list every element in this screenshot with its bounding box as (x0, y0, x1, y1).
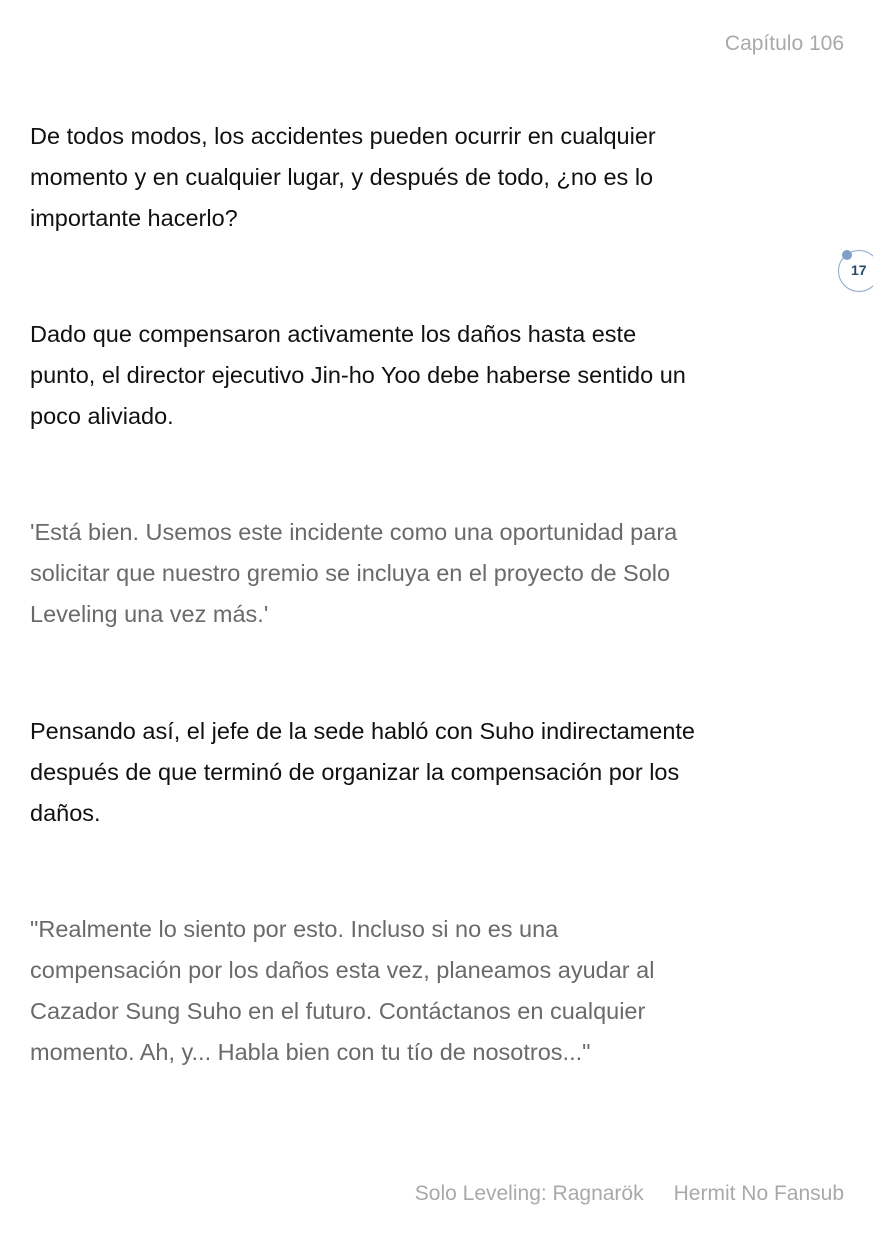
paragraph-1 (30, 116, 860, 239)
paragraph-3 (30, 512, 860, 635)
text-line: importante hacerlo? (30, 205, 238, 231)
text-line: Dado que compensaron activamente los daños hasta este (30, 321, 637, 347)
paragraph-5 (30, 909, 860, 1073)
text-line: De todos modos, los accidentes pueden ocurrir en cualquier (30, 123, 656, 149)
novel-title: Solo Leveling: Ragnarök (414, 1182, 644, 1205)
text-line: "Realmente lo siento por esto. Incluso si no es una (30, 916, 559, 942)
chapter-title: Capítulo 106 (724, 32, 844, 55)
text-line: daños. (30, 800, 101, 826)
text-line: después de que terminó de organizar la compensación por los (30, 759, 680, 785)
text-line: Pensando así, el jefe de la sede habló con Suho indirectamente (30, 718, 695, 744)
text-line: poco aliviado. (30, 403, 174, 429)
text-line: momento. Ah, y... Habla bien con tu tío de nosotros..." (30, 1039, 591, 1065)
footer (415, 1182, 844, 1206)
text-line: solicitar que nuestro gremio se incluya en el proyecto de Solo (30, 560, 671, 586)
paragraph-2 (30, 314, 860, 437)
text-line: momento y en cualquier lugar, y después de todo, ¿no es lo (30, 164, 654, 190)
badge-dot-icon (842, 250, 852, 260)
text-line: Leveling una vez más.' (30, 601, 269, 627)
comment-count: 17 (851, 262, 867, 278)
text-line: punto, el director ejecutivo Jin-ho Yoo debe haberse sentido un (30, 362, 686, 388)
text-line: compensación por los daños esta vez, planeamos ayudar al (30, 957, 655, 983)
text-line: Cazador Sung Suho en el futuro. Contáctanos en cualquier (30, 998, 646, 1024)
translator-name: Hermit No Fansub (673, 1182, 844, 1205)
text-line: 'Está bien. Usemos este incidente como una oportunidad para (30, 519, 678, 545)
paragraph-4 (30, 711, 860, 834)
